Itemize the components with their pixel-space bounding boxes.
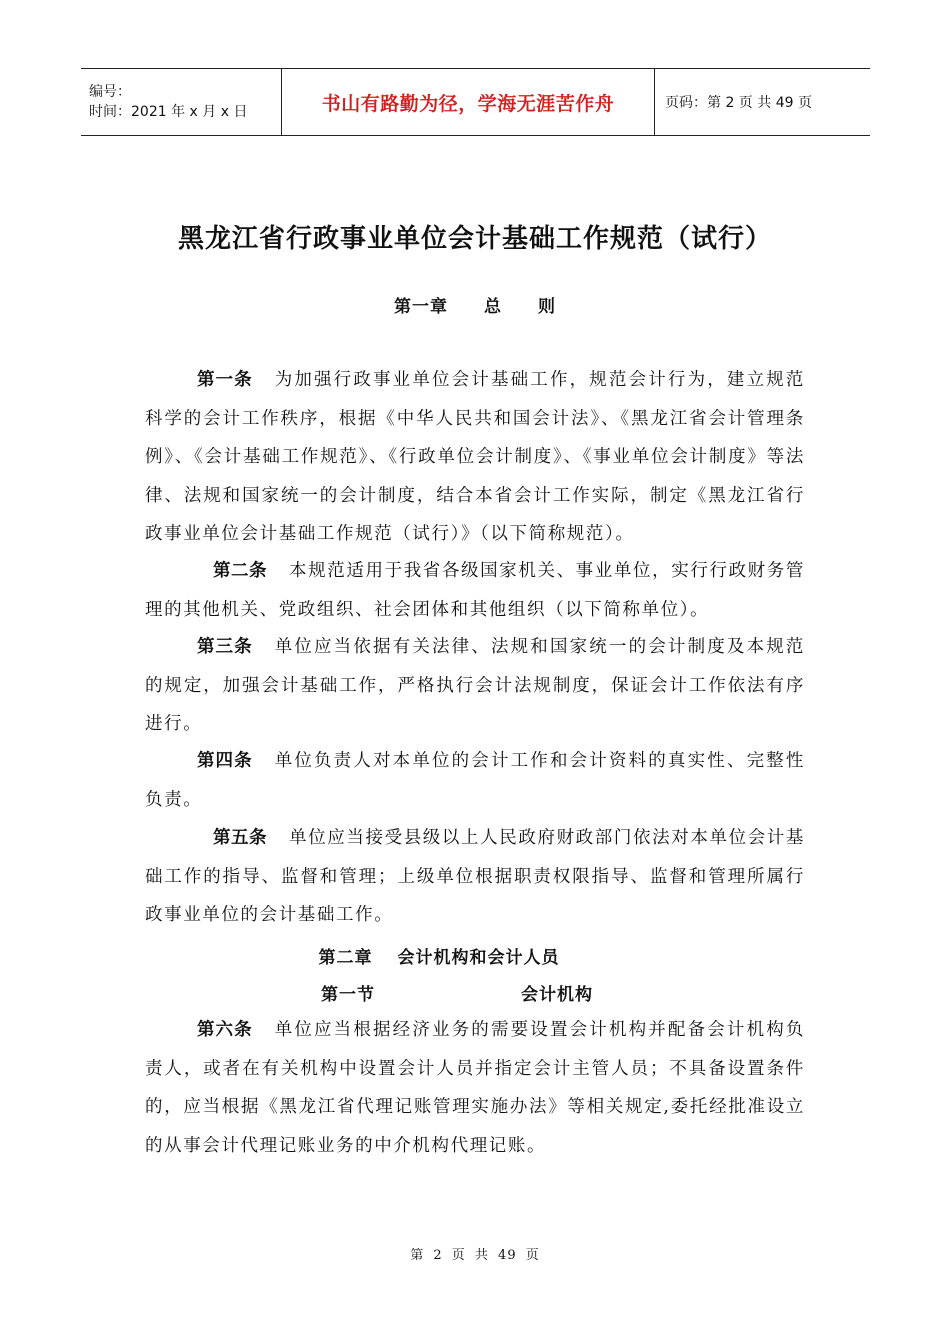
article-text: 单位应当根据经济业务的需要设置会计机构并配备会计机构负责人，或者在有关机构中设置会计人员并指定会计主管人员；不具备设置条件的，应当根据《黑龙江省代理记账管理实施办法》等相关规定,委托经批准设立的从事会计代理记账业务的中介机构代理记账。 (145, 1020, 805, 1156)
article-lead: 第五条 (213, 828, 268, 848)
document-date: 时间：2021 年 x 月 x 日 (89, 104, 248, 120)
header-motto: 书山有路勤为径，学海无涯苦作舟 (321, 92, 615, 115)
article-lead: 第六条 (197, 1020, 253, 1040)
article-lead: 第一条 (197, 370, 253, 390)
section-number: 第一节 (321, 985, 375, 1005)
article-lead: 第四条 (197, 751, 253, 771)
chapter-heading-1: 第一章 总 则 (394, 297, 556, 317)
chapter-heading-2: 第二章 会计机构和会计人员 (318, 948, 560, 968)
article-lead: 第三条 (197, 637, 253, 657)
article-1 (145, 361, 805, 554)
document-number-label: 编号： (89, 84, 131, 100)
document-header (81, 68, 870, 136)
section-name: 会计机构 (521, 985, 593, 1005)
article-6 (145, 1011, 805, 1165)
header-motto-cell (281, 69, 655, 135)
header-meta (81, 69, 281, 135)
article-text: 为加强行政事业单位会计基础工作，规范会计行为，建立规范科学的会计工作秩序，根据《中华人民共和国会计法》、《黑龙江省会计管理条例》、《会计基础工作规范》、《行政单位会计制度》、《事业单位会计制度》等法律、法规和国家统一的会计制度，结合本省会计工作实际，制定《黑龙江省行政事业单位会计基础工作规范（试行）》（以下简称规范）。 (145, 370, 805, 544)
article-text: 单位负责人对本单位的会计工作和会计资料的真实性、完整性负责。 (145, 751, 805, 810)
article-text: 单位应当接受县级以上人民政府财政部门依法对本单位会计基础工作的指导、监督和管理；上级单位根据职责权限指导、监督和管理所属行政事业单位的会计基础工作。 (145, 828, 805, 925)
document-title: 黑龙江省行政事业单位会计基础工作规范（试行） (177, 224, 772, 254)
article-text: 本规范适用于我省各级国家机关、事业单位，实行行政财务管理的其他机关、党政组织、社会团体和其他组织（以下简称单位）。 (145, 561, 805, 620)
article-3 (145, 628, 805, 744)
article-4 (145, 742, 805, 819)
header-page-info: 页码：第 2 页 共 49 页 (665, 95, 812, 111)
article-lead: 第二条 (213, 561, 268, 581)
article-text: 单位应当依据有关法律、法规和国家统一的会计制度及本规范的规定，加强会计基础工作，严格执行会计法规制度，保证会计工作依法有序进行。 (145, 637, 805, 734)
page-footer: 第 2 页 共 49 页 (410, 1248, 540, 1263)
article-2 (145, 552, 805, 629)
article-5 (145, 819, 805, 935)
